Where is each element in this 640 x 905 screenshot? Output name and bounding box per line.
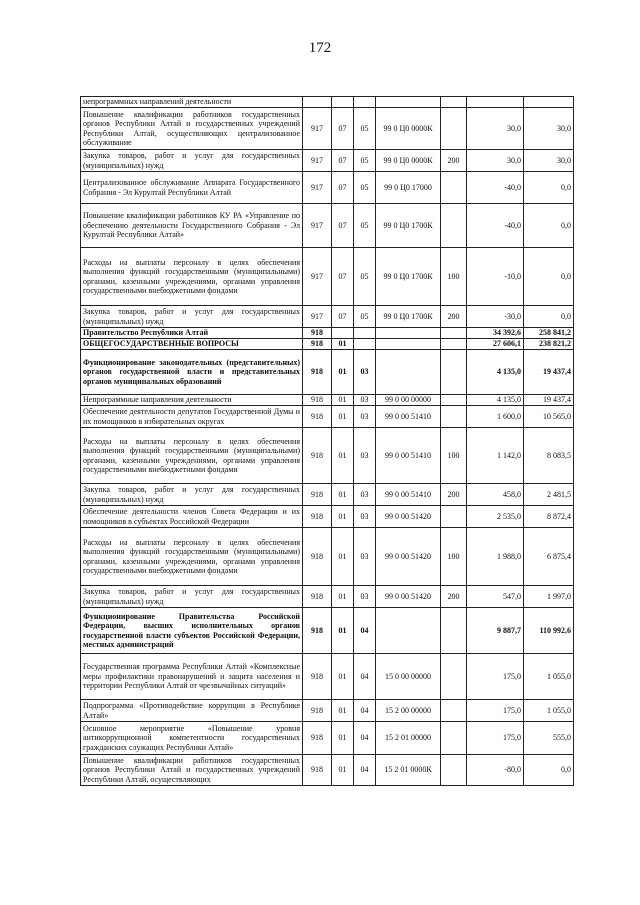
row-name-cell: Основное мероприятие «Повышение уровня антикоррупционной компетентности государственных гражданских служащих Республики Алтай» bbox=[81, 722, 303, 755]
row-pr-cell: 04 bbox=[354, 700, 376, 722]
table-row bbox=[81, 586, 574, 608]
row-rz-cell: 07 bbox=[332, 150, 354, 172]
row-sum-2-cell: 0,0 bbox=[524, 248, 574, 306]
table-row bbox=[81, 722, 574, 755]
row-sum-2-cell: 258 841,2 bbox=[524, 328, 574, 339]
row-pr-cell: 03 bbox=[354, 586, 376, 608]
row-pr-cell: 04 bbox=[354, 654, 376, 700]
row-sum-2-cell: 30,0 bbox=[524, 150, 574, 172]
row-sum-1-cell: 1 600,0 bbox=[467, 406, 524, 428]
row-cs-cell: 15 2 00 00000 bbox=[376, 700, 441, 722]
row-pr-cell: 04 bbox=[354, 608, 376, 654]
row-sum-2-cell: 10 565,0 bbox=[524, 406, 574, 428]
row-sum-2-cell bbox=[524, 97, 574, 108]
row-vr-cell: 100 bbox=[441, 528, 467, 586]
row-sum-1-cell: 1 142,0 bbox=[467, 428, 524, 484]
row-cs-cell: 15 2 01 00000 bbox=[376, 722, 441, 755]
row-vr-cell bbox=[441, 506, 467, 528]
row-cs-cell: 99 0 00 51410 bbox=[376, 428, 441, 484]
row-gr-cell: 918 bbox=[303, 428, 332, 484]
row-vr-cell bbox=[441, 406, 467, 428]
row-gr-cell: 918 bbox=[303, 608, 332, 654]
table-row bbox=[81, 395, 574, 406]
row-vr-cell bbox=[441, 608, 467, 654]
table-row bbox=[81, 755, 574, 786]
row-gr-cell: 917 bbox=[303, 248, 332, 306]
row-pr-cell: 05 bbox=[354, 172, 376, 204]
row-pr-cell: 05 bbox=[354, 248, 376, 306]
row-pr-cell: 03 bbox=[354, 406, 376, 428]
row-cs-cell: 99 0 00 51420 bbox=[376, 528, 441, 586]
row-pr-cell bbox=[354, 328, 376, 339]
row-name-cell: Закупка товаров, работ и услуг для государственных (муниципальных) нужд bbox=[81, 306, 303, 328]
table-row bbox=[81, 506, 574, 528]
row-sum-1-cell: 4 135,0 bbox=[467, 350, 524, 395]
row-sum-2-cell: 19 437,4 bbox=[524, 395, 574, 406]
row-pr-cell: 05 bbox=[354, 306, 376, 328]
row-pr-cell: 05 bbox=[354, 150, 376, 172]
row-name-cell: Обеспечение деятельности депутатов Государственной Думы и их помощников в избирательных округах bbox=[81, 406, 303, 428]
row-cs-cell bbox=[376, 328, 441, 339]
row-name-cell: Государственная программа Республики Алтай «Комплексные меры профилактики правонарушений и защита населения и территории Республики Алтай от чрезвычайных ситуаций» bbox=[81, 654, 303, 700]
row-name-cell: Непрограммные направления деятельности bbox=[81, 395, 303, 406]
row-vr-cell bbox=[441, 108, 467, 150]
row-rz-cell: 01 bbox=[332, 528, 354, 586]
row-name-cell: Закупка товаров, работ и услуг для государственных (муниципальных) нужд bbox=[81, 484, 303, 506]
row-sum-1-cell: -30,0 bbox=[467, 306, 524, 328]
row-rz-cell: 01 bbox=[332, 608, 354, 654]
row-gr-cell bbox=[303, 97, 332, 108]
row-pr-cell: 03 bbox=[354, 395, 376, 406]
row-vr-cell bbox=[441, 172, 467, 204]
table-row bbox=[81, 339, 574, 350]
row-vr-cell: 200 bbox=[441, 586, 467, 608]
row-vr-cell: 200 bbox=[441, 150, 467, 172]
row-gr-cell: 918 bbox=[303, 395, 332, 406]
row-sum-1-cell: -10,0 bbox=[467, 248, 524, 306]
table-row bbox=[81, 328, 574, 339]
row-sum-1-cell: 175,0 bbox=[467, 654, 524, 700]
row-pr-cell: 03 bbox=[354, 506, 376, 528]
row-cs-cell: 99 0 Ц0 0000К bbox=[376, 150, 441, 172]
row-rz-cell: 01 bbox=[332, 339, 354, 350]
row-sum-1-cell: 547,0 bbox=[467, 586, 524, 608]
row-sum-2-cell: 110 992,6 bbox=[524, 608, 574, 654]
row-vr-cell: 200 bbox=[441, 306, 467, 328]
table-row bbox=[81, 484, 574, 506]
budget-table bbox=[80, 96, 574, 786]
table-row bbox=[81, 428, 574, 484]
row-name-cell: Функционирование законодательных (представительных) органов государственной власти и представительных органов муниципальных образований bbox=[81, 350, 303, 395]
row-name-cell: Закупка товаров, работ и услуг для государственных (муниципальных) нужд bbox=[81, 150, 303, 172]
row-name-cell: Повышение квалификации работников государственных органов Республики Алтай и государственных учреждений Республики Алтай, осуществляющих централизованное обслуживание bbox=[81, 108, 303, 150]
row-vr-cell: 100 bbox=[441, 428, 467, 484]
row-name-cell: Функционирование Правительства Российской Федерации, высших исполнительных органов государственной власти субъектов Российской Федерации, местных администраций bbox=[81, 608, 303, 654]
row-sum-2-cell: 238 821,2 bbox=[524, 339, 574, 350]
row-vr-cell bbox=[441, 395, 467, 406]
row-name-cell: Закупка товаров, работ и услуг для государственных (муниципальных) нужд bbox=[81, 586, 303, 608]
row-cs-cell: 15 0 00 00000 bbox=[376, 654, 441, 700]
row-vr-cell: 200 bbox=[441, 484, 467, 506]
row-name-cell: непрограммных направлений деятельности bbox=[81, 97, 303, 108]
row-cs-cell bbox=[376, 350, 441, 395]
row-cs-cell bbox=[376, 339, 441, 350]
row-name-cell: Централизованное обслуживание Аппарата Государственного Собрания - Эл Курултай Республики Алтай bbox=[81, 172, 303, 204]
row-name-cell: Повышение квалификации работников государственных органов Республики Алтай и государственных учреждений Республики Алтай, осуществляющих bbox=[81, 755, 303, 786]
table-row bbox=[81, 150, 574, 172]
row-rz-cell: 01 bbox=[332, 506, 354, 528]
row-vr-cell bbox=[441, 700, 467, 722]
row-cs-cell: 99 0 00 51410 bbox=[376, 484, 441, 506]
row-pr-cell: 03 bbox=[354, 484, 376, 506]
row-vr-cell bbox=[441, 204, 467, 248]
row-sum-1-cell: 9 887,7 bbox=[467, 608, 524, 654]
table-row bbox=[81, 306, 574, 328]
row-vr-cell bbox=[441, 654, 467, 700]
row-vr-cell bbox=[441, 339, 467, 350]
table-row bbox=[81, 248, 574, 306]
row-vr-cell bbox=[441, 97, 467, 108]
row-pr-cell: 03 bbox=[354, 528, 376, 586]
row-sum-2-cell: 19 437,4 bbox=[524, 350, 574, 395]
row-sum-2-cell: 555,0 bbox=[524, 722, 574, 755]
table-row bbox=[81, 406, 574, 428]
row-gr-cell: 918 bbox=[303, 586, 332, 608]
row-cs-cell: 99 0 Ц0 1700К bbox=[376, 306, 441, 328]
row-name-cell: Расходы на выплаты персоналу в целях обеспечения выполнения функций государственными (муниципальными) органами, казенными учреждениями, органами управления государственными внебюджетными фондами bbox=[81, 528, 303, 586]
table-row bbox=[81, 608, 574, 654]
row-rz-cell: 01 bbox=[332, 406, 354, 428]
row-sum-2-cell: 8 083,5 bbox=[524, 428, 574, 484]
row-sum-1-cell: -40,0 bbox=[467, 204, 524, 248]
row-gr-cell: 917 bbox=[303, 172, 332, 204]
row-gr-cell: 918 bbox=[303, 484, 332, 506]
row-sum-2-cell: 2 481,5 bbox=[524, 484, 574, 506]
row-sum-2-cell: 0,0 bbox=[524, 755, 574, 786]
row-cs-cell bbox=[376, 608, 441, 654]
row-gr-cell: 918 bbox=[303, 654, 332, 700]
table-row bbox=[81, 97, 574, 108]
row-gr-cell: 917 bbox=[303, 108, 332, 150]
row-gr-cell: 918 bbox=[303, 406, 332, 428]
row-sum-1-cell: 2 535,0 bbox=[467, 506, 524, 528]
row-cs-cell: 99 0 Ц0 1700К bbox=[376, 248, 441, 306]
row-sum-2-cell: 0,0 bbox=[524, 172, 574, 204]
row-sum-1-cell: -40,0 bbox=[467, 172, 524, 204]
row-gr-cell: 918 bbox=[303, 700, 332, 722]
table-row bbox=[81, 654, 574, 700]
row-sum-1-cell: -80,0 bbox=[467, 755, 524, 786]
row-cs-cell: 99 0 Ц0 17000 bbox=[376, 172, 441, 204]
row-pr-cell: 05 bbox=[354, 204, 376, 248]
row-sum-1-cell: 458,0 bbox=[467, 484, 524, 506]
row-rz-cell: 01 bbox=[332, 350, 354, 395]
row-gr-cell: 918 bbox=[303, 722, 332, 755]
row-gr-cell: 917 bbox=[303, 306, 332, 328]
row-pr-cell bbox=[354, 97, 376, 108]
row-sum-2-cell: 8 872,4 bbox=[524, 506, 574, 528]
row-sum-2-cell: 6 875,4 bbox=[524, 528, 574, 586]
row-pr-cell: 03 bbox=[354, 350, 376, 395]
row-name-cell: Повышение квалификации работников КУ РА «Управление по обеспечению деятельности Государственного Собрания - Эл Курултай Республики Алтай» bbox=[81, 204, 303, 248]
row-gr-cell: 917 bbox=[303, 204, 332, 248]
row-rz-cell: 01 bbox=[332, 586, 354, 608]
row-rz-cell: 01 bbox=[332, 722, 354, 755]
row-sum-2-cell: 1 997,0 bbox=[524, 586, 574, 608]
page-number: 172 bbox=[308, 40, 332, 56]
row-sum-1-cell: 34 392,6 bbox=[467, 328, 524, 339]
row-vr-cell bbox=[441, 755, 467, 786]
row-cs-cell: 99 0 00 51410 bbox=[376, 406, 441, 428]
table-row bbox=[81, 700, 574, 722]
row-rz-cell: 07 bbox=[332, 204, 354, 248]
row-cs-cell: 99 0 00 00000 bbox=[376, 395, 441, 406]
row-rz-cell: 01 bbox=[332, 755, 354, 786]
row-gr-cell: 918 bbox=[303, 755, 332, 786]
row-gr-cell: 918 bbox=[303, 506, 332, 528]
row-vr-cell: 100 bbox=[441, 248, 467, 306]
row-rz-cell: 01 bbox=[332, 700, 354, 722]
row-vr-cell bbox=[441, 722, 467, 755]
row-rz-cell bbox=[332, 328, 354, 339]
row-name-cell: Обеспечение деятельности членов Совета Федерации и их помощников в субъектах Российской Федерации bbox=[81, 506, 303, 528]
row-sum-1-cell: 175,0 bbox=[467, 722, 524, 755]
row-gr-cell: 918 bbox=[303, 328, 332, 339]
row-cs-cell: 99 0 Ц0 0000К bbox=[376, 108, 441, 150]
row-rz-cell: 01 bbox=[332, 428, 354, 484]
row-name-cell: Расходы на выплаты персоналу в целях обеспечения выполнения функций государственными (муниципальными) органами, казенными учреждениями, органами управления государственными внебюджетными фондами bbox=[81, 248, 303, 306]
row-pr-cell: 05 bbox=[354, 108, 376, 150]
row-cs-cell: 99 0 00 51420 bbox=[376, 586, 441, 608]
row-sum-1-cell: 1 988,0 bbox=[467, 528, 524, 586]
row-cs-cell: 15 2 01 0000К bbox=[376, 755, 441, 786]
row-sum-1-cell: 30,0 bbox=[467, 108, 524, 150]
table-row bbox=[81, 528, 574, 586]
row-rz-cell: 07 bbox=[332, 248, 354, 306]
row-gr-cell: 918 bbox=[303, 350, 332, 395]
row-sum-1-cell: 30,0 bbox=[467, 150, 524, 172]
row-rz-cell: 07 bbox=[332, 172, 354, 204]
row-sum-2-cell: 0,0 bbox=[524, 204, 574, 248]
row-gr-cell: 918 bbox=[303, 528, 332, 586]
row-cs-cell: 99 0 Ц0 1700К bbox=[376, 204, 441, 248]
table-row bbox=[81, 204, 574, 248]
row-cs-cell bbox=[376, 97, 441, 108]
row-name-cell: Подпрограмма «Противодействие коррупции в Республике Алтай» bbox=[81, 700, 303, 722]
row-sum-2-cell: 0,0 bbox=[524, 306, 574, 328]
row-rz-cell: 01 bbox=[332, 395, 354, 406]
row-vr-cell bbox=[441, 350, 467, 395]
row-pr-cell: 04 bbox=[354, 755, 376, 786]
row-gr-cell: 918 bbox=[303, 339, 332, 350]
budget-table-body bbox=[81, 97, 574, 786]
row-sum-2-cell: 1 055,0 bbox=[524, 654, 574, 700]
row-rz-cell: 01 bbox=[332, 484, 354, 506]
table-row bbox=[81, 172, 574, 204]
table-row bbox=[81, 350, 574, 395]
row-sum-1-cell: 175,0 bbox=[467, 700, 524, 722]
row-sum-1-cell: 4 135,0 bbox=[467, 395, 524, 406]
row-sum-1-cell bbox=[467, 97, 524, 108]
row-name-cell: Правительство Республики Алтай bbox=[81, 328, 303, 339]
row-rz-cell: 01 bbox=[332, 654, 354, 700]
row-pr-cell bbox=[354, 339, 376, 350]
row-cs-cell: 99 0 00 51420 bbox=[376, 506, 441, 528]
table-row bbox=[81, 108, 574, 150]
row-name-cell: Расходы на выплаты персоналу в целях обеспечения выполнения функций государственными (муниципальными) органами, казенными учреждениями, органами управления государственными внебюджетными фондами bbox=[81, 428, 303, 484]
row-gr-cell: 917 bbox=[303, 150, 332, 172]
row-pr-cell: 03 bbox=[354, 428, 376, 484]
row-name-cell: ОБЩЕГОСУДАРСТВЕННЫЕ ВОПРОСЫ bbox=[81, 339, 303, 350]
row-rz-cell: 07 bbox=[332, 306, 354, 328]
row-rz-cell: 07 bbox=[332, 108, 354, 150]
row-pr-cell: 04 bbox=[354, 722, 376, 755]
row-sum-1-cell: 27 606,1 bbox=[467, 339, 524, 350]
row-sum-2-cell: 1 055,0 bbox=[524, 700, 574, 722]
row-sum-2-cell: 30,0 bbox=[524, 108, 574, 150]
row-rz-cell bbox=[332, 97, 354, 108]
row-vr-cell bbox=[441, 328, 467, 339]
